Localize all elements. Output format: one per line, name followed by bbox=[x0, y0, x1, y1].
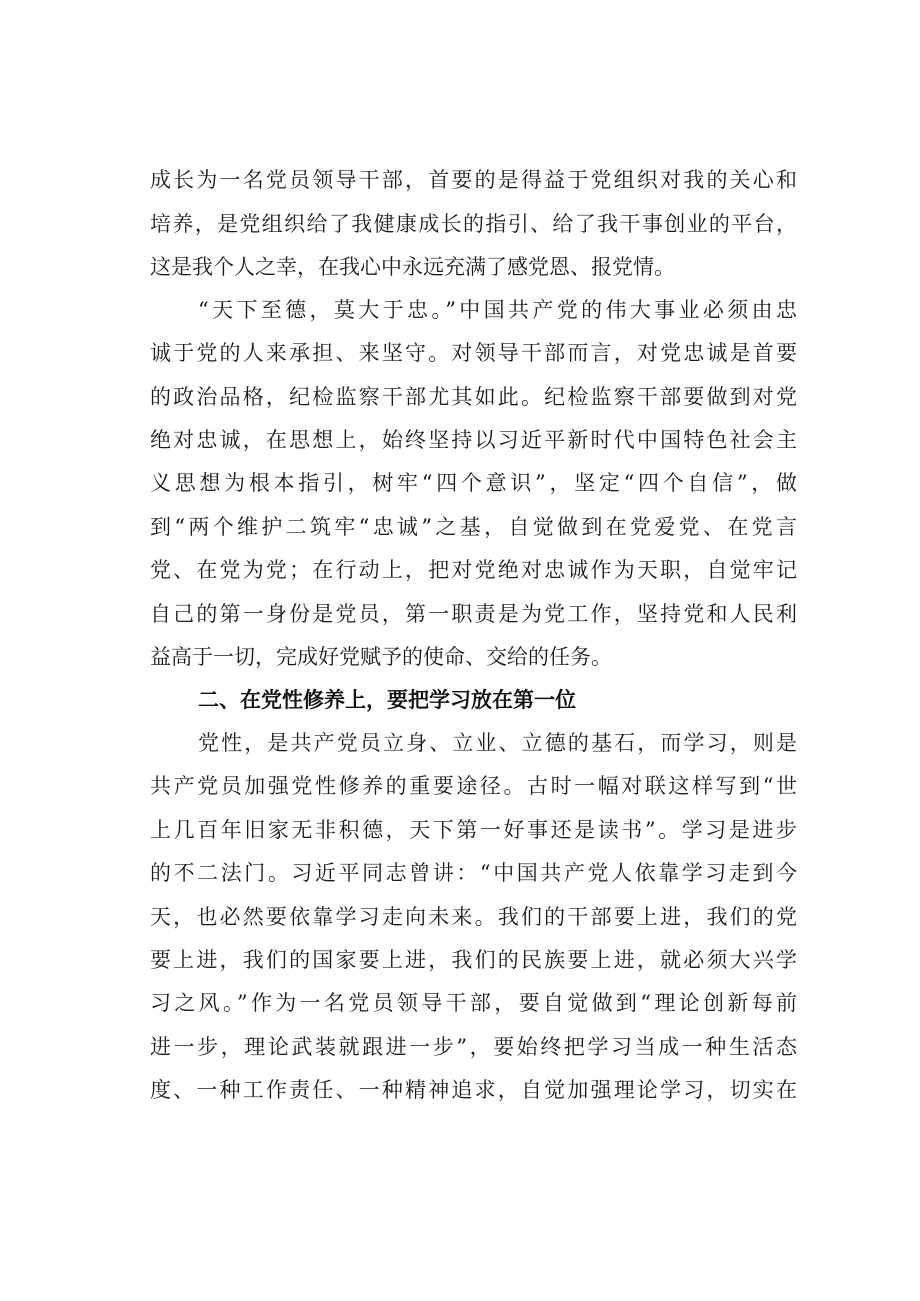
paragraph-line: 上几百年旧家无非积德，天下第一好事还是读书”。学习是进步 bbox=[150, 818, 797, 842]
paragraph-line: 到“两个维护二筑牢“忠诚”之基，自觉做到在党爱党、在党言 bbox=[150, 515, 797, 539]
paragraph-line: 成长为一名党员领导干部，首要的是得益于党组织对我的关心和 bbox=[150, 168, 797, 192]
paragraph-line: 习之风。”作为一名党员领导干部，要自觉做到“理论创新每前 bbox=[150, 991, 797, 1015]
paragraph-line: 进一步，理论武装就跟进一步”，要始终把学习当成一种生活态 bbox=[150, 1035, 797, 1059]
paragraph-line: 党性，是共产党员立身、立业、立德的基石，而学习，则是 bbox=[198, 731, 797, 755]
paragraph-line: 益高于一切，完成好党赋予的使命、交给的任务。 bbox=[150, 645, 612, 669]
paragraph-line: 的政治品格，纪检监察干部尤其如此。纪检监察干部要做到对党 bbox=[150, 385, 797, 409]
paragraph-line: 共产党员加强党性修养的重要途径。古时一幅对联这样写到“世 bbox=[150, 774, 797, 798]
paragraph-line: 培养，是党组织给了我健康成长的指引、给了我干事创业的平台， bbox=[150, 212, 797, 236]
paragraph-line: 诚于党的人来承担、来坚守。对领导干部而言，对党忠诚是首要 bbox=[150, 341, 797, 365]
paragraph-line: 党、在党为党；在行动上，把对党绝对忠诚作为天职，自觉牢记 bbox=[150, 558, 797, 582]
paragraph-line: “天下至德，莫大于忠。”中国共产党的伟大事业必须由忠 bbox=[198, 298, 797, 322]
paragraph-line: 要上进，我们的国家要上进，我们的民族要上进，就必须大兴学 bbox=[150, 948, 797, 972]
paragraph-line: 的不二法门。习近平同志曾讲：“中国共产党人依靠学习走到今 bbox=[150, 861, 797, 885]
paragraph-line: 度、一种工作责任、一种精神追求，自觉加强理论学习，切实在 bbox=[150, 1078, 797, 1102]
paragraph-line: 义思想为根本指引，树牢“四个意识”，坚定“四个自信”，做 bbox=[150, 471, 797, 495]
paragraph-line: 绝对忠诚，在思想上，始终坚持以习近平新时代中国特色社会主 bbox=[150, 428, 797, 452]
paragraph-line: 自己的第一身份是党员，第一职责是为党工作，坚持党和人民利 bbox=[150, 602, 797, 626]
paragraph-line: 天，也必然要依靠学习走向未来。我们的干部要上进，我们的党 bbox=[150, 905, 797, 929]
section-heading: 二、在党性修养上，要把学习放在第一位 bbox=[198, 688, 576, 712]
paragraph-line: 这是我个人之幸，在我心中永远充满了感党恩、报党情。 bbox=[150, 255, 675, 279]
